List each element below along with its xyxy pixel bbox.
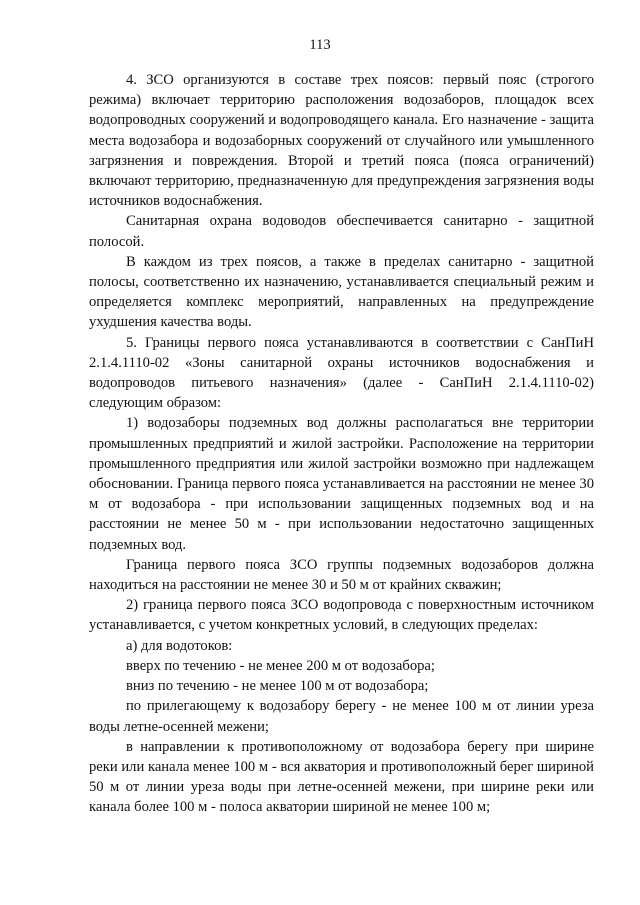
document-body	[89, 70, 594, 818]
paragraph-downstream: вниз по течению - не менее 100 м от водозабора;	[126, 678, 429, 695]
paragraph-groundwater-intakes: 1) водозаборы подземных вод должны располагаться вне территории промышленных предприятий и жилой застройки. Расположение на территории промышленного предприятия или жилой застройки возможно при надлежащем обосновании. Граница первого пояса устанавливается на расстоянии не менее 30 м от водозабора - при использовании защищенных подземных вод и на расстоянии не менее 50 м - при использовании недостаточно защищенных подземных вод.	[89, 415, 594, 553]
paragraph-group-intakes: Граница первого пояса ЗСО группы подземных водозаборов должна находиться на расстоянии не менее 30 и 50 м от крайних скважин;	[89, 556, 594, 594]
paragraph-adjacent-bank: по прилегающему к водозабору берегу - не менее 100 м от линии уреза воды летне-осенней межени;	[89, 698, 594, 735]
paragraph-opposite-bank: в направлении к противоположному от водозабора берегу при ширине реки или канала менее 100 м - вся акватория и противоположный берег шириной 50 м от линии уреза воды при летне-осенней межени, при ширине реки или канала более 100 м - полоса акватории шириной не менее 100 м;	[89, 738, 594, 816]
paragraph-water-conduit-protection: Санитарная охрана водоводов обеспечивается санитарно - защитной полосой.	[89, 213, 594, 250]
page-number: 113	[309, 37, 331, 53]
paragraph-first-belt-boundaries: 5. Границы первого пояса устанавливаются в соответствии с СанПиН 2.1.4.1110-02 «Зоны санитарной охраны источников водоснабжения и водопроводов питьевого назначения» (далее - СанПиН 2.1.4.1110-02) следующим образом:	[89, 334, 594, 412]
paragraph-surface-source: 2) граница первого пояса ЗСО водопровода с поверхностным источником устанавливается, с учетом конкретных условий, в следующих пределах:	[89, 597, 594, 634]
paragraph-special-regime: В каждом из трех поясов, а также в пределах санитарно - защитной полосы, соответственно их назначению, устанавливается специальный режим и определяется комплекс мероприятий, направленных на предупреждение ухудшения качества воды.	[89, 253, 594, 331]
paragraph-watercourses: а) для водотоков:	[126, 637, 233, 654]
paragraph-upstream: вверх по течению - не менее 200 м от водозабора;	[126, 657, 435, 674]
paragraph-zso-belts: 4. ЗСО организуются в составе трех поясов: первый пояс (строгого режима) включает территорию расположения водозаборов, площадок всех водопроводных сооружений и водопроводящего канала. Его назначение - защита места водозабора и водозаборных сооружений от случайного или умышленного загрязнения и повреждения. Второй и третий пояса (пояса ограничений) включают территорию, предназначенную для предупреждения загрязнения воды источников водоснабжения.	[89, 72, 594, 210]
